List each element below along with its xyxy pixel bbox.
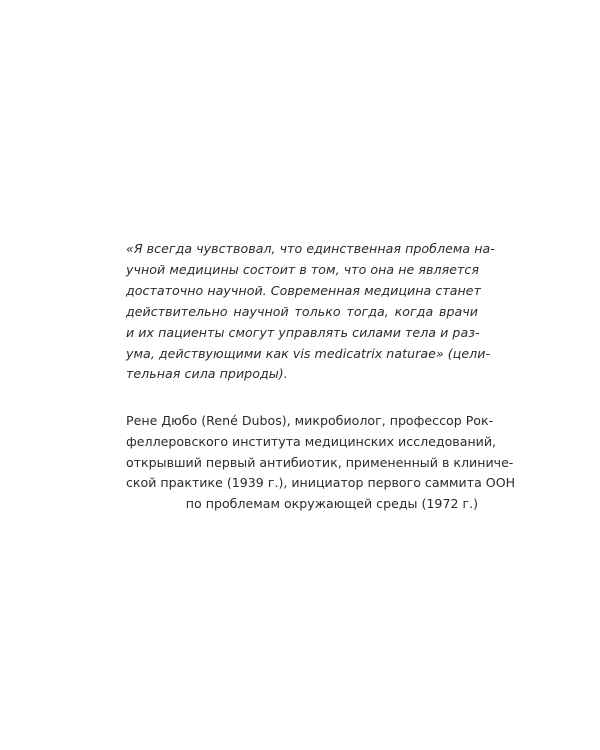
attribution-line: ской практике (1939 г.), инициатор первого саммита ООН bbox=[126, 475, 516, 491]
quote-line: ума, действующими как vis medicatrix naturae» (цели- bbox=[126, 345, 491, 361]
attribution-line: открывший первый антибиотик, примененный в клиниче- bbox=[126, 454, 514, 470]
epigraph-quote bbox=[126, 239, 495, 385]
quote-line: учной медицины состоит в том, что она не является bbox=[126, 261, 479, 277]
epigraph bbox=[126, 239, 516, 514]
quote-line: тельная сила природы). bbox=[126, 366, 288, 382]
attribution-line: Рене Дюбо (René Dubos), микробиолог, профессор Рок- bbox=[126, 413, 494, 429]
quote-line: действительно научной только тогда, когда врачи bbox=[126, 303, 478, 319]
attribution-line: феллеровского института медицинских исследований, bbox=[126, 433, 497, 449]
quote-line: и их пациенты смогут управлять силами тела и раз- bbox=[126, 324, 480, 340]
quote-line: «Я всегда чувствовал, что единственная проблема на- bbox=[126, 241, 495, 256]
attribution-line: по проблемам окружающей среды (1972 г.) bbox=[185, 495, 478, 511]
epigraph-attribution bbox=[126, 411, 516, 514]
quote-line: достаточно научной. Современная медицина станет bbox=[126, 282, 481, 298]
